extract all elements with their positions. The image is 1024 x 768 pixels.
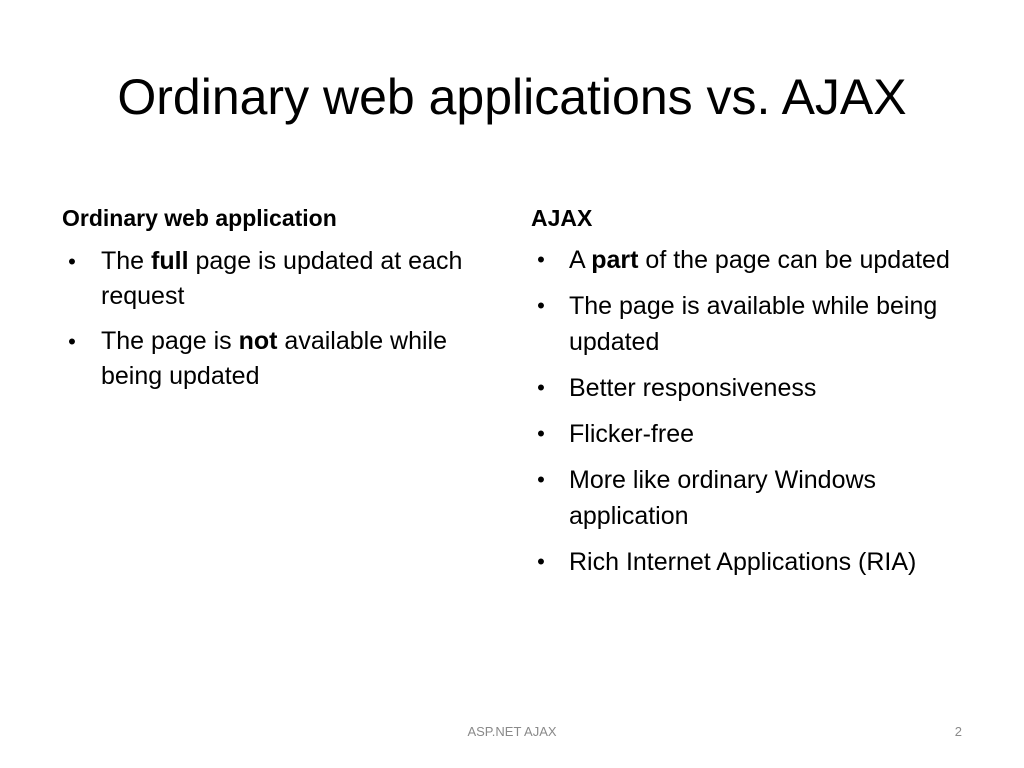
bullet-dot-icon: • bbox=[537, 421, 545, 446]
bullet-dot-icon: • bbox=[537, 467, 545, 492]
left-column-heading: Ordinary web application bbox=[62, 205, 337, 231]
left-column bbox=[62, 200, 502, 404]
right-column bbox=[531, 200, 981, 590]
page-number: 2 bbox=[954, 724, 962, 739]
bullet-dot-icon: • bbox=[537, 549, 545, 574]
bullet-text: The bbox=[101, 247, 152, 275]
bullet-emphasis: part bbox=[591, 246, 639, 274]
bullet-text: page is updated at each request bbox=[101, 247, 463, 310]
bullet-dot-icon: • bbox=[68, 329, 76, 354]
bullet-text: Better responsiveness bbox=[569, 374, 817, 402]
bullet-dot-icon: • bbox=[537, 375, 545, 400]
bullet-item bbox=[531, 288, 981, 360]
bullet-text: Flicker-free bbox=[569, 420, 695, 448]
bullet-item bbox=[62, 324, 502, 394]
bullet-item bbox=[531, 370, 981, 406]
slide-title: Ordinary web applications vs. AJAX bbox=[117, 69, 907, 125]
bullet-text: More like ordinary Windows application bbox=[569, 466, 877, 530]
right-column-heading: AJAX bbox=[531, 205, 593, 231]
bullet-text: Rich Internet Applications (RIA) bbox=[569, 548, 917, 576]
bullet-emphasis: not bbox=[238, 327, 278, 355]
bullet-dot-icon: • bbox=[537, 247, 545, 272]
bullet-text: of the page can be updated bbox=[638, 246, 950, 274]
bullet-emphasis: full bbox=[151, 247, 189, 275]
right-bullet-list bbox=[531, 242, 981, 580]
footer-text: ASP.NET AJAX bbox=[467, 724, 557, 739]
bullet-dot-icon: • bbox=[68, 249, 76, 274]
bullet-text: The page is bbox=[101, 327, 239, 355]
bullet-text: A bbox=[569, 246, 592, 274]
bullet-item bbox=[531, 544, 981, 580]
bullet-item bbox=[531, 416, 981, 452]
bullet-dot-icon: • bbox=[537, 293, 545, 318]
bullet-item bbox=[62, 244, 502, 314]
bullet-item bbox=[531, 242, 981, 278]
left-bullet-list bbox=[62, 244, 502, 394]
bullet-text: The page is available while being updated bbox=[569, 292, 938, 356]
bullet-text: available while being updated bbox=[101, 327, 448, 390]
bullet-item bbox=[531, 462, 981, 534]
